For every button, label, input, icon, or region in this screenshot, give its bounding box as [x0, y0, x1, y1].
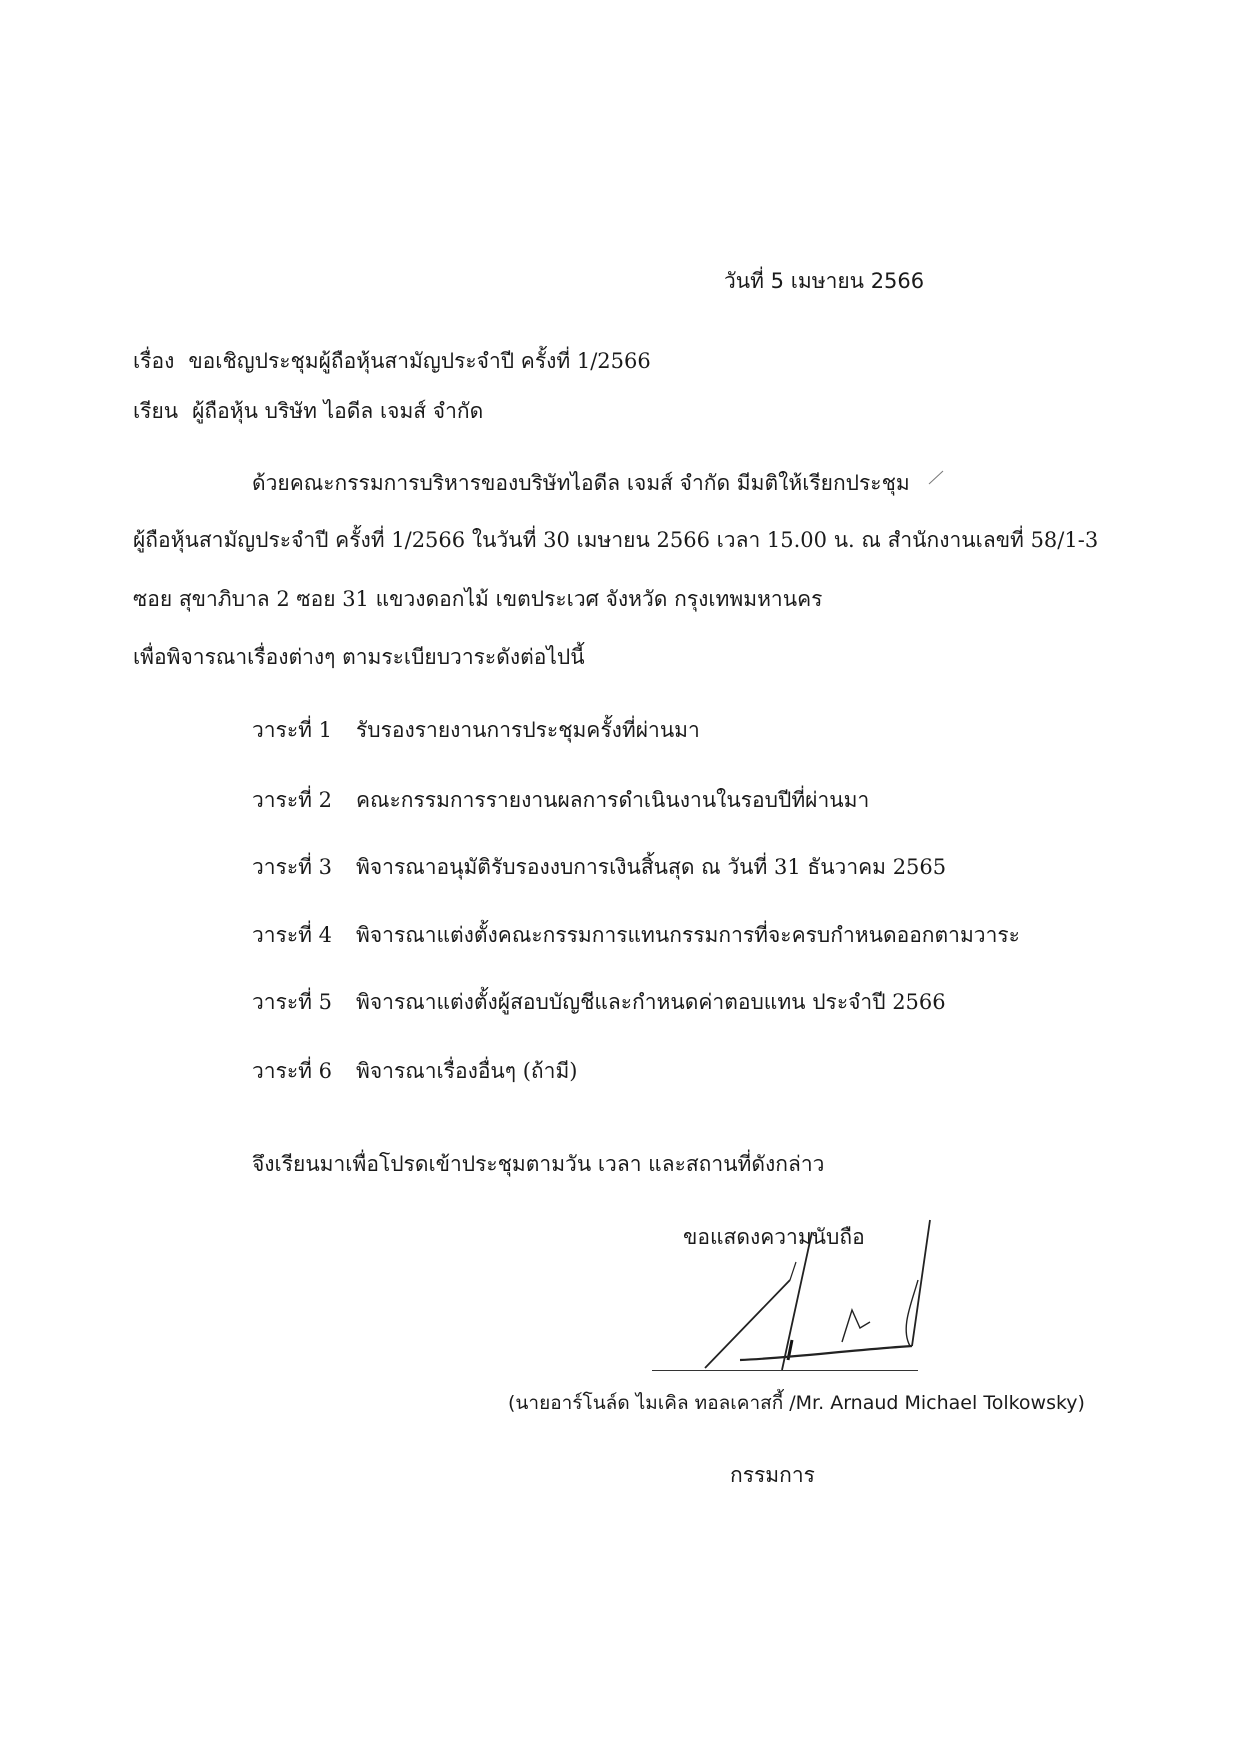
agenda-item	[252, 785, 869, 815]
agenda-number: วาระที่ 6	[252, 1059, 333, 1083]
agenda-number: วาระที่ 3	[252, 855, 333, 879]
signature-image	[700, 1210, 940, 1385]
subject-text: ขอเชิญประชุมผู้ถือหุ้นสามัญประจำปี ครั้งที่ 1/2566	[188, 349, 651, 373]
closing-line: จึงเรียนมาเพื่อโปรดเข้าประชุมตามวัน เวลา และสถานที่ดังกล่าว	[252, 1152, 825, 1176]
body-line-2: ผู้ถือหุ้นสามัญประจำปี ครั้งที่ 1/2566 ในวันที่ 30 เมษายน 2566 เวลา 15.00 น. ณ สำนักงานเลขที่ 58/1-3	[133, 528, 1099, 552]
body-line-3: ซอย สุขาภิบาล 2 ซอย 31 แขวงดอกไม้ เขตประเวศ จังหวัด กรุงเทพมหานคร	[133, 587, 823, 611]
recipient-label: เรียน	[133, 399, 179, 423]
agenda-number: วาระที่ 5	[252, 990, 333, 1014]
agenda-number: วาระที่ 4	[252, 923, 333, 947]
agenda-text: พิจารณาเรื่องอื่นๆ (ถ้ามี)	[356, 1059, 578, 1083]
signature-line	[652, 1370, 918, 1371]
subject-label: เรื่อง	[133, 349, 175, 373]
signer-position: กรรมการ	[730, 1463, 815, 1487]
pen-mark-icon	[927, 468, 947, 488]
recipient-text: ผู้ถือหุ้น บริษัท ไอดีล เจมส์ จำกัด	[192, 399, 484, 423]
agenda-item	[252, 920, 1020, 950]
agenda-item	[252, 1056, 577, 1086]
agenda-text: พิจารณาแต่งตั้งผู้สอบบัญชีและกำหนดค่าตอบแทน ประจำปี 2566	[356, 990, 946, 1014]
agenda-text: พิจารณาอนุมัติรับรองงบการเงินสิ้นสุด ณ วันที่ 31 ธันวาคม 2565	[356, 855, 947, 879]
agenda-item	[252, 715, 700, 745]
letter-date: วันที่ 5 เมษายน 2566	[724, 269, 925, 293]
agenda-number: วาระที่ 2	[252, 788, 333, 812]
regards-line: ขอแสดงความนับถือ	[683, 1225, 865, 1249]
agenda-item	[252, 852, 946, 882]
body-line-4: เพื่อพิจารณาเรื่องต่างๆ ตามระเบียบวาระดังต่อไปนี้	[133, 645, 585, 669]
agenda-number: วาระที่ 1	[252, 718, 333, 742]
agenda-text: พิจารณาแต่งตั้งคณะกรรมการแทนกรรมการที่จะครบกำหนดออกตามวาระ	[356, 923, 1020, 947]
signer-name: (นายอาร์โนล์ด ไมเคิล ทอลเคาสกี้ /Mr. Arnaud Michael Tolkowsky)	[508, 1392, 1085, 1414]
agenda-text: คณะกรรมการรายงานผลการดำเนินงานในรอบปีที่ผ่านมา	[356, 788, 870, 812]
agenda-item	[252, 987, 946, 1017]
recipient-line	[133, 396, 483, 426]
agenda-text: รับรองรายงานการประชุมครั้งที่ผ่านมา	[356, 718, 700, 742]
subject-line	[133, 346, 651, 376]
body-line-1: ด้วยคณะกรรมการบริหารของบริษัทไอดีล เจมส์ จำกัด มีมติให้เรียกประชุม	[252, 471, 910, 495]
